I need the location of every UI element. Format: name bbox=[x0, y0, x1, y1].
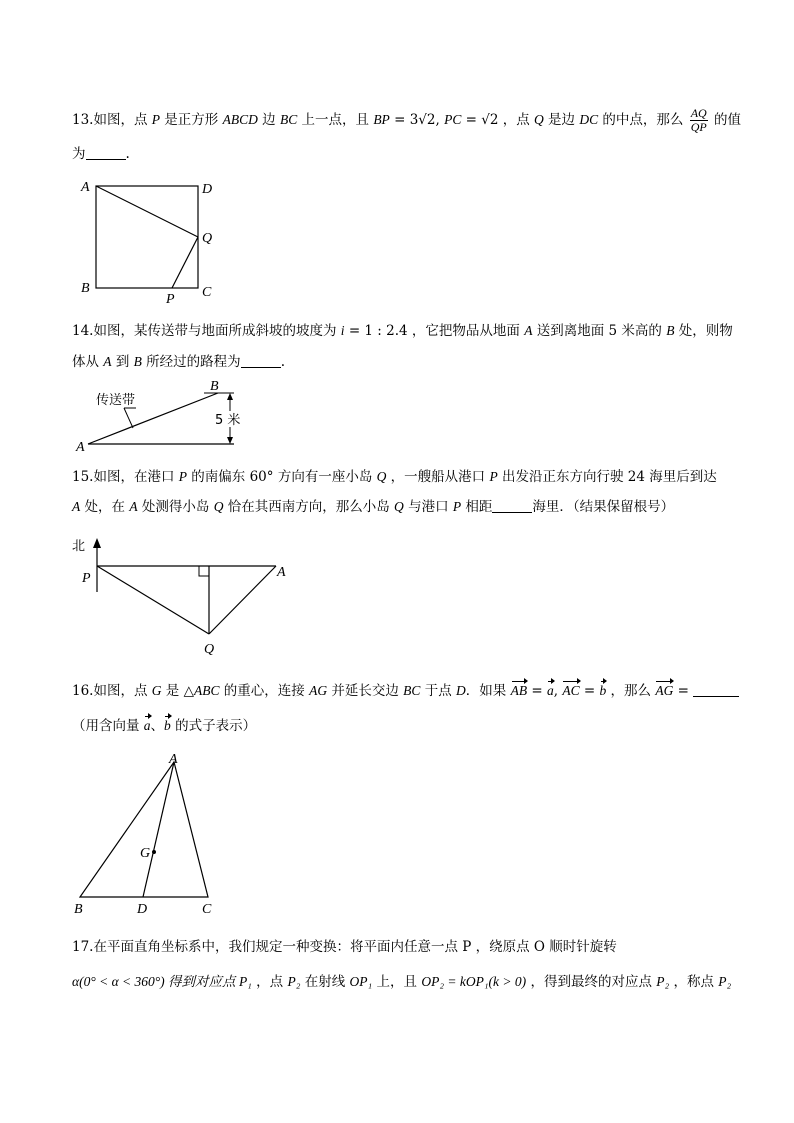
q17-line2: α(0° < α < 360°) 得到对应点 P₁ ，点 P₂ 在射线 OP₁ 上，且 OP₂ = kOP₁(k > 0) ，得到最终的对应点 P₂ ，称点 P₂ bbox=[72, 974, 732, 990]
label-d: D bbox=[137, 902, 148, 917]
label-d: D bbox=[202, 182, 213, 197]
label-b: B bbox=[81, 281, 90, 296]
centroid-point bbox=[152, 850, 156, 854]
arrow-up-icon bbox=[227, 393, 233, 400]
q16-line1: 16.如图，点 G 是 △ABC 的重心，连接 AG 并延长交边 BC 于点 D．如果 AB = a, AC = b ，那么 AG = bbox=[72, 681, 739, 701]
q17-line1: 17.在平面直角坐标系中，我们规定一种变换：将平面内任意一点 P ，绕原点 O 顺时针旋转 bbox=[72, 939, 617, 955]
answer-blank-16[interactable] bbox=[693, 682, 739, 697]
label-b: B bbox=[210, 379, 219, 394]
answer-blank-13[interactable] bbox=[86, 145, 126, 160]
label-north: 北 bbox=[72, 539, 86, 554]
label-p: P bbox=[166, 292, 175, 307]
label-g: G bbox=[140, 846, 151, 861]
belt-pointer bbox=[124, 408, 133, 428]
label-belt: 传送带 bbox=[96, 393, 136, 408]
q13-line1: 13.如图，点 P 是正方形 ABCD 边 BC 上一点，且 BP = 3√2, PC = √2 ，点 Q 是边 DC 的中点，那么 $\frac{AQ}{QP}$ 的值 bbox=[72, 106, 742, 134]
label-height: 5 米 bbox=[215, 413, 241, 428]
square-abcd bbox=[96, 186, 198, 288]
segment-aq bbox=[209, 566, 276, 634]
label-a: A bbox=[76, 440, 85, 455]
label-q: Q bbox=[202, 231, 213, 246]
q15-line2: A 处，在 A 处测得小岛 Q 恰在其西南方向，那么小岛 Q 与港口 P 相距 海里．（结果保留根号） bbox=[72, 499, 675, 515]
label-c: C bbox=[202, 902, 212, 917]
answer-blank-14[interactable] bbox=[241, 353, 281, 368]
segment-pq bbox=[97, 566, 209, 634]
right-angle-mark bbox=[199, 566, 209, 576]
q13-line2: 为 . bbox=[72, 146, 130, 162]
q16-triangle-diagram bbox=[70, 748, 230, 918]
q14-slope-diagram bbox=[72, 378, 252, 453]
q14-line1: 14.如图，某传送带与地面所成斜坡的坡度为 i = 1 : 2.4 ，它把物品从地面 A 送到离地面 5 米高的 B 处，则物 bbox=[72, 323, 733, 339]
segment-qp bbox=[172, 237, 198, 288]
label-q: Q bbox=[204, 642, 215, 657]
label-p: P bbox=[82, 571, 91, 586]
segment-aq bbox=[96, 186, 198, 237]
label-a: A bbox=[169, 752, 178, 767]
triangle-abc bbox=[80, 762, 208, 897]
label-a: A bbox=[277, 565, 286, 580]
label-c: C bbox=[202, 285, 212, 300]
q15-port-diagram bbox=[72, 530, 302, 660]
median-ad bbox=[143, 762, 174, 897]
q13-square-diagram bbox=[72, 175, 232, 305]
arrow-down-icon bbox=[227, 437, 233, 444]
fraction-aq-qp: $\frac{AQ}{QP}$ bbox=[690, 106, 707, 134]
q16-line2: （用含向量 a、b 的式子表示） bbox=[72, 718, 257, 734]
north-arrow-icon bbox=[93, 538, 101, 548]
label-a: A bbox=[81, 180, 90, 195]
label-b: B bbox=[74, 902, 83, 917]
answer-blank-15[interactable] bbox=[492, 498, 532, 513]
q15-line1: 15.如图，在港口 P 的南偏东 60° 方向有一座小岛 Q ，一艘船从港口 P 出发沿正东方向行驶 24 海里后到达 bbox=[72, 469, 717, 485]
q14-line2: 体从 A 到 B 所经过的路程为 . bbox=[72, 354, 285, 370]
